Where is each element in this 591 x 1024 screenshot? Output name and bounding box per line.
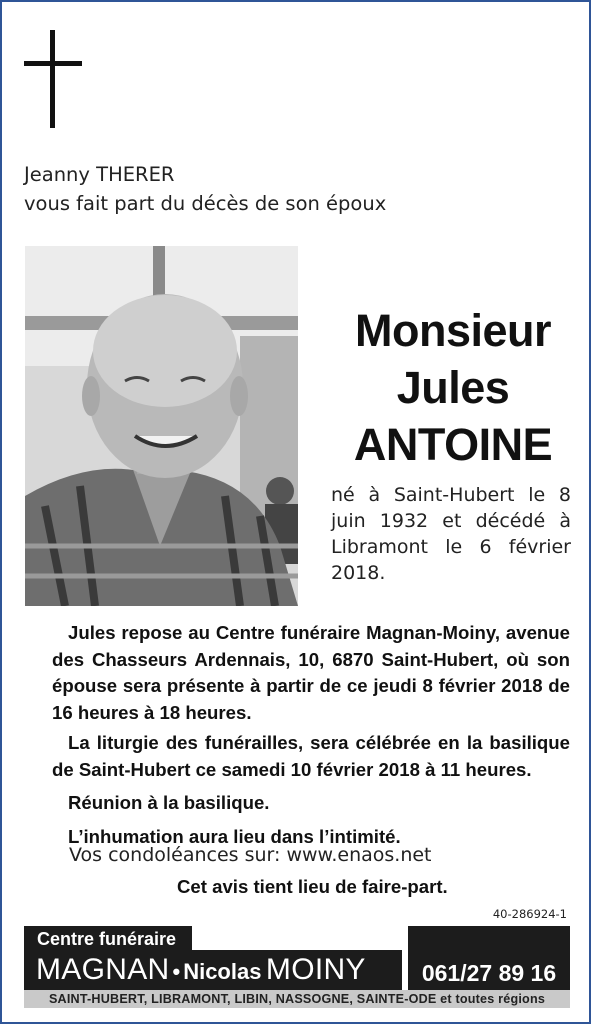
cross-icon xyxy=(24,30,82,128)
paragraph-liturgy: La liturgie des funérailles, sera célébrée en la basilique de Saint-Hubert ce samedi 10 février 2018 à 11 heures. xyxy=(52,732,570,780)
funeral-home-name xyxy=(24,950,402,990)
service-areas: SAINT-HUBERT, LIBRAMONT, LIBIN, NASSOGNE, SAINTE-ODE et toutes régions xyxy=(24,990,570,1008)
paragraph-visitation: Jules repose au Centre funéraire Magnan-Moiny, avenue des Chasseurs Ardennais, 10, 6870 Saint-Hubert, où son épouse sera présente à partir de ce jeudi 8 février 2018 de 16 heures à 18 heures. xyxy=(52,622,570,723)
name-nicolas: Nicolas xyxy=(183,959,262,984)
funeral-home-banner xyxy=(24,926,570,1006)
reference-number: 40-286924-1 xyxy=(492,907,567,921)
deceased-name xyxy=(328,302,578,473)
intro-announcement: vous fait part du décès de son époux xyxy=(24,192,387,215)
notice-body xyxy=(52,620,570,850)
birth-death-dates: né à Saint-Hubert le 8 juin 1932 et décédé à Libramont le 6 février 2018. xyxy=(331,484,571,584)
condolences-link: Vos condoléances sur: www.enaos.net xyxy=(69,844,432,866)
bullet-separator: • xyxy=(172,959,181,984)
intro-text xyxy=(24,160,386,218)
paragraph-meeting: Réunion à la basilique. xyxy=(68,792,270,813)
deceased-first-name: Jules xyxy=(396,362,510,413)
banner-label: Centre funéraire xyxy=(24,926,192,952)
paragraph-burial: L’inhumation aura lieu dans l’intimité. xyxy=(68,825,401,847)
deceased-title: Monsieur xyxy=(354,305,552,356)
faire-part-note: Cet avis tient lieu de faire-part. xyxy=(177,876,448,897)
intro-signatory: Jeanny THERER xyxy=(24,163,175,186)
phone-number: 061/27 89 16 xyxy=(408,926,570,990)
name-magnan: MAGNAN xyxy=(36,953,170,986)
name-moiny: MOINY xyxy=(265,953,366,986)
deceased-last-name: ANTOINE xyxy=(353,419,553,470)
portrait-photo xyxy=(25,246,298,606)
